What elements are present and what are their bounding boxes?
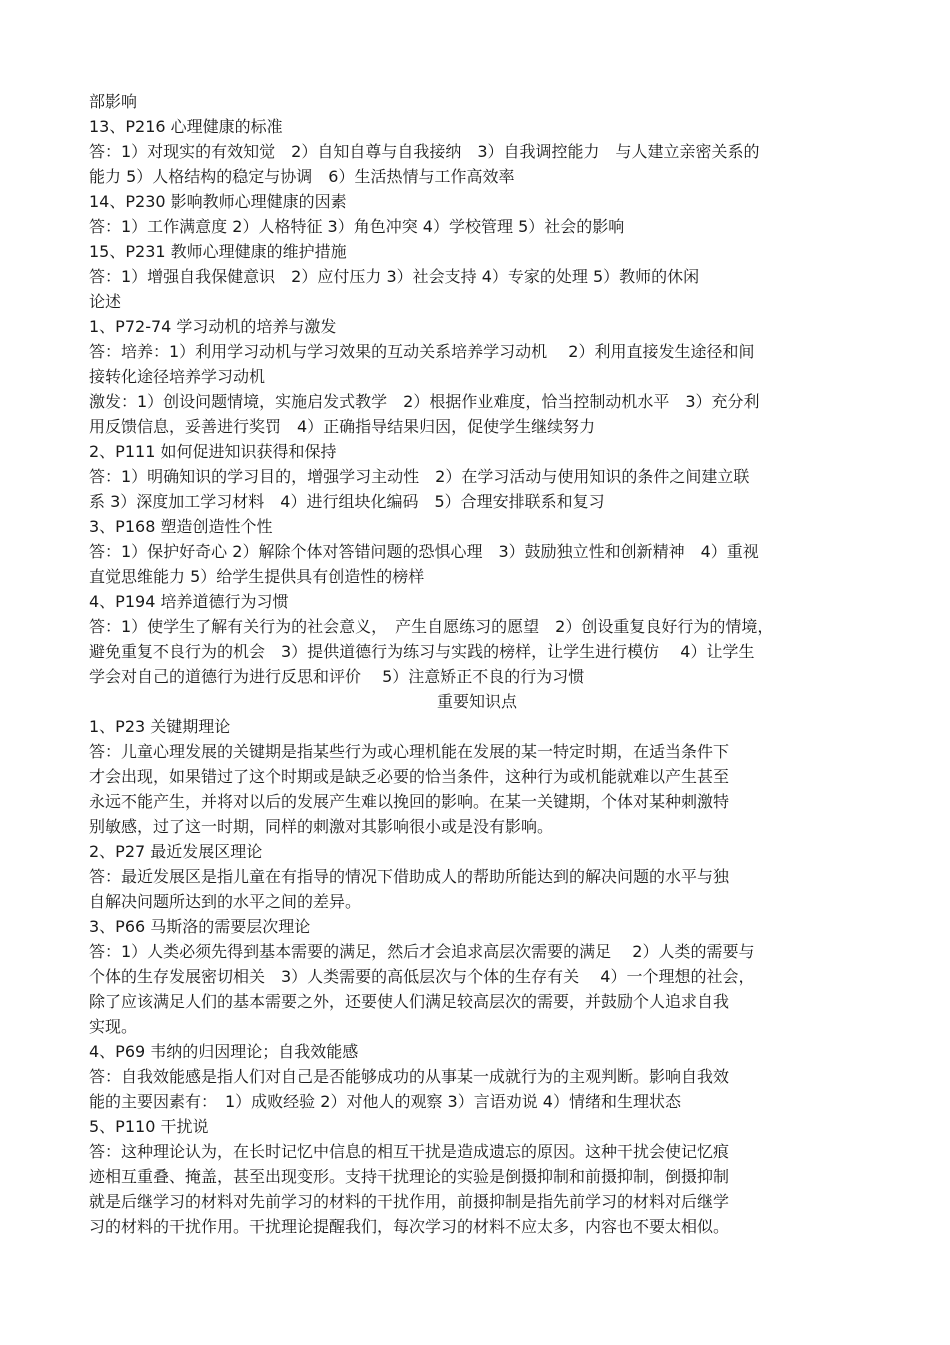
text-line: 才会出现，如果错过了这个时期或是缺乏必要的恰当条件，这种行为或机能就难以产生甚至 xyxy=(89,767,730,786)
section-heading: 1、P72-74 学习动机的培养与激发 xyxy=(89,317,337,336)
text-line: 能的主要因素有： 1）成败经验 2）对他人的观察 3）言语劝说 4）情绪和生理状态 xyxy=(89,1092,681,1111)
text-line: 除了应该满足人们的基本需要之外，还要使人们满足较高层次的需要，并鼓励个人追求自我 xyxy=(89,992,730,1011)
text-line: 实现。 xyxy=(89,1017,138,1036)
text-line: 答：儿童心理发展的关键期是指某些行为或心理机能在发展的某一特定时期，在适当条件下 xyxy=(89,742,730,761)
section-heading: 15、P231 教师心理健康的维护措施 xyxy=(89,242,347,261)
text-line: 答：1）人类必须先得到基本需要的满足，然后才会追求高层次需要的满足 2）人类的需要与 xyxy=(89,942,755,961)
section-heading: 4、P69 韦纳的归因理论；自我效能感 xyxy=(89,1042,359,1061)
text-line: 个体的生存发展密切相关 3）人类需要的高低层次与个体的生存有关 4）一个理想的社会， xyxy=(89,967,755,986)
text-line: 接转化途径培养学习动机 xyxy=(89,367,266,386)
section-heading: 5、P110 干扰说 xyxy=(89,1117,209,1136)
section-heading: 1、P23 关键期理论 xyxy=(89,717,231,736)
text-line: 避免重复不良行为的机会 3）提供道德行为练习与实践的榜样，让学生进行模仿 4）让学生 xyxy=(89,642,755,661)
text-line: 系 3）深度加工学习材料 4）进行组块化编码 5）合理安排联系和复习 xyxy=(89,492,605,511)
text-line: 答：最近发展区是指儿童在有指导的情况下借助成人的帮助所能达到的解决问题的水平与独 xyxy=(89,867,730,886)
text-line: 答：1）使学生了解有关行为的社会意义， 产生自愿练习的愿望 2）创设重复良好行为的情境， xyxy=(89,617,774,636)
text-line: 激发：1）创设问题情境，实施启发式教学 2）根据作业难度，恰当控制动机水平 3）充分利 xyxy=(89,392,760,411)
text-line: 别敏感，过了这一时期，同样的刺激对其影响很小或是没有影响。 xyxy=(89,817,554,836)
text-line: 答：培养：1）利用学习动机与学习效果的互动关系培养学习动机 2）利用直接发生途径和间 xyxy=(89,342,755,361)
text-line: 直觉思维能力 5）给学生提供具有创造性的榜样 xyxy=(89,567,425,586)
text-line: 习的材料的干扰作用。干扰理论提醒我们，每次学习的材料不应太多，内容也不要太相似。 xyxy=(89,1217,730,1236)
section-heading: 14、P230 影响教师心理健康的因素 xyxy=(89,192,347,211)
text-line: 用反馈信息，妥善进行奖罚 4）正确指导结果归因，促使学生继续努力 xyxy=(89,417,596,436)
section-heading: 2、P27 最近发展区理论 xyxy=(89,842,263,861)
part-heading-centered: 重要知识点 xyxy=(436,692,517,711)
text-line: 学会对自己的道德行为进行反思和评价 5）注意矫正不良的行为习惯 xyxy=(89,667,585,686)
text-line: 答：1）对现实的有效知觉 2）自知自尊与自我接纳 3）自我调控能力 与人建立亲密关系的 xyxy=(89,142,760,161)
text-line: 就是后继学习的材料对先前学习的材料的干扰作用，前摄抑制是指先前学习的材料对后继学 xyxy=(89,1192,730,1211)
text-line: 答：这种理论认为，在长时记忆中信息的相互干扰是造成遗忘的原因。这种干扰会使记忆痕 xyxy=(89,1142,730,1161)
part-heading: 论述 xyxy=(89,292,122,311)
text-line: 能力 5）人格结构的稳定与协调 6）生活热情与工作高效率 xyxy=(89,167,515,186)
section-heading: 3、P66 马斯洛的需要层次理论 xyxy=(89,917,311,936)
text-line: 答：1）增强自我保健意识 2）应付压力 3）社会支持 4）专家的处理 5）教师的休闲 xyxy=(89,267,700,286)
text-line: 答：1）工作满意度 2）人格特征 3）角色冲突 4）学校管理 5）社会的影响 xyxy=(89,217,625,236)
text-line: 答：1）保护好奇心 2）解除个体对答错问题的恐惧心理 3）鼓励独立性和创新精神 4）重视 xyxy=(89,542,759,561)
section-heading: 4、P194 培养道德行为习惯 xyxy=(89,592,289,611)
text-line: 永远不能产生，并将对以后的发展产生难以挽回的影响。在某一关键期，个体对某种刺激特 xyxy=(89,792,730,811)
text-line: 答：1）明确知识的学习目的，增强学习主动性 2）在学习活动与使用知识的条件之间建立联 xyxy=(89,467,750,486)
text-line: 部影响 xyxy=(89,92,138,111)
section-heading: 13、P216 心理健康的标准 xyxy=(89,117,283,136)
text-line: 迹相互重叠、掩盖，甚至出现变形。支持干扰理论的实验是倒摄抑制和前摄抑制，倒摄抑制 xyxy=(89,1167,730,1186)
text-line: 答：自我效能感是指人们对自己是否能够成功的从事某一成就行为的主观判断。影响自我效 xyxy=(89,1067,730,1086)
section-heading: 2、P111 如何促进知识获得和保持 xyxy=(89,442,337,461)
section-heading: 3、P168 塑造创造性个性 xyxy=(89,517,273,536)
text-line: 自解决问题所达到的水平之间的差异。 xyxy=(89,892,362,911)
